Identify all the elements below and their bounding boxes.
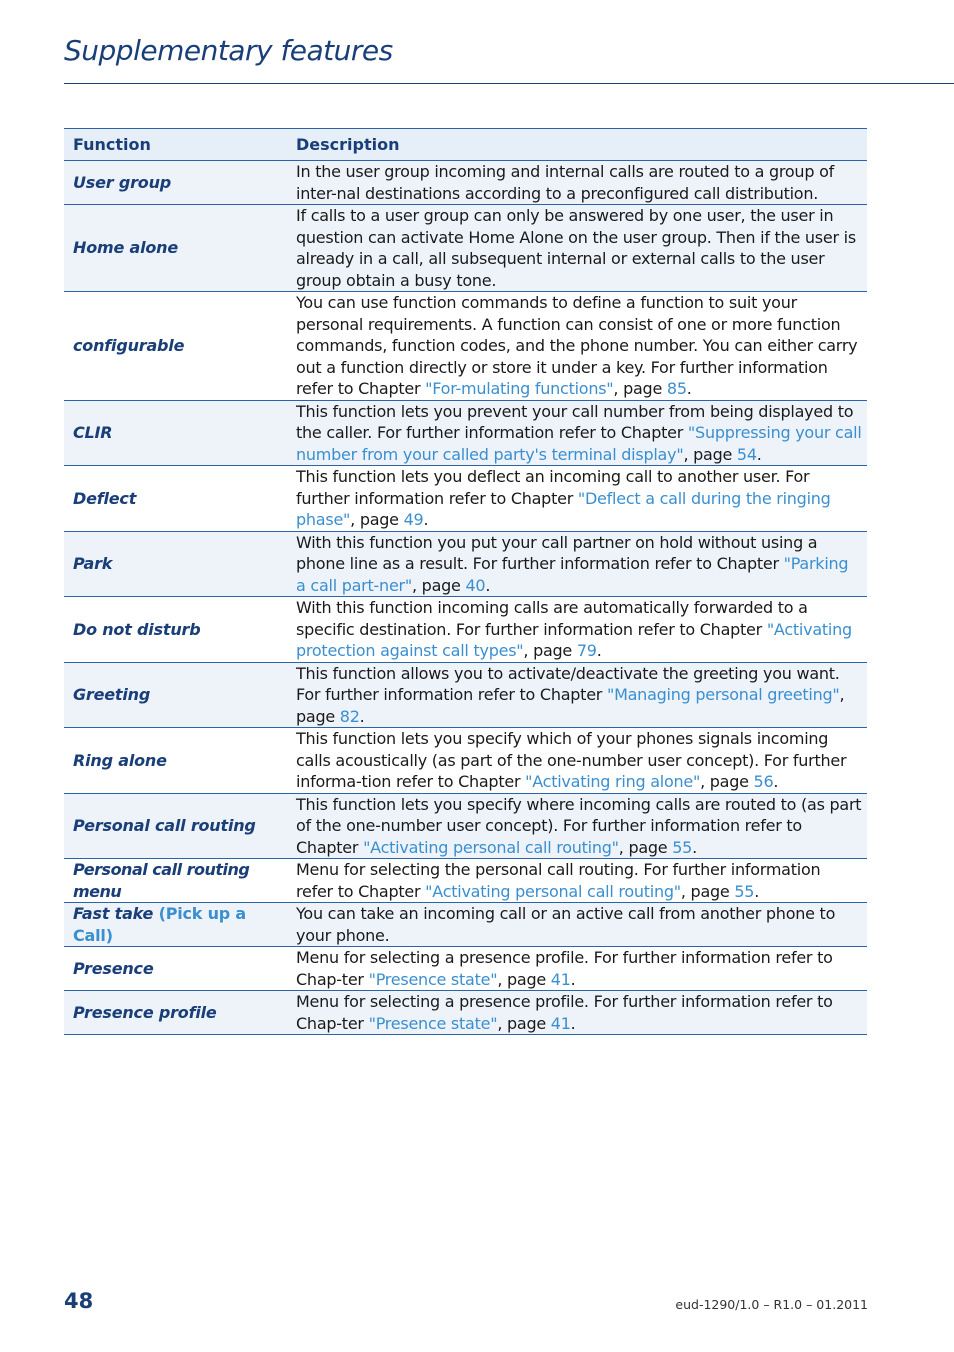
function-description: Menu for selecting a presence profile. For further information refer to Chap-ter "Presence state", page 41. (287, 947, 867, 991)
column-header-description: Description (287, 129, 867, 161)
chapter-link[interactable]: "Presence state" (368, 1013, 498, 1033)
chapter-link[interactable]: "Activating ring alone" (525, 772, 701, 791)
page-link[interactable]: 85 (666, 379, 687, 398)
page-link[interactable]: 55 (734, 881, 755, 901)
function-name: Deflect (64, 466, 287, 532)
function-name: Fast take (Pick up a Call) (64, 903, 287, 947)
table-row-deflect (64, 466, 867, 532)
page-link[interactable]: 55 (672, 837, 693, 857)
table-row-personal-call-routing (64, 793, 867, 859)
function-description: Menu for selecting the personal call routing. For further information refer to Chapter "Activating personal call routing", page 55. (287, 859, 867, 903)
table-row-park (64, 531, 867, 597)
table-row-do-not-disturb (64, 597, 867, 663)
title-rule (64, 83, 954, 84)
function-description: With this function incoming calls are automatically forwarded to a specific destination. For further information refer to Chapter "Activating protection against call types", page 79. (287, 597, 867, 663)
page-title: Supplementary features (64, 34, 393, 67)
page-link[interactable]: 41 (550, 1013, 571, 1033)
chapter-link[interactable]: "Managing personal greeting" (606, 685, 840, 704)
page-link[interactable]: 49 (403, 510, 424, 529)
table-row-user-group (64, 161, 867, 205)
function-description: Menu for selecting a presence profile. For further information refer to Chap-ter "Presence state", page 41. (287, 991, 867, 1035)
function-name: Greeting (64, 662, 287, 728)
function-name: Ring alone (64, 728, 287, 794)
function-name: configurable (64, 292, 287, 401)
function-name: CLIR (64, 400, 287, 466)
column-header-function: Function (64, 129, 287, 161)
function-name: Personal call routing (64, 793, 287, 859)
chapter-link[interactable]: "Parking a call part-ner" (296, 554, 849, 595)
chapter-link[interactable]: "Presence state" (368, 969, 498, 989)
page-link[interactable]: 56 (753, 772, 774, 791)
document-code: eud-1290/1.0 – R1.0 – 01.2011 (675, 1297, 868, 1312)
chapter-link[interactable]: "Activating personal call routing" (425, 881, 681, 901)
table-row-presence-profile (64, 991, 867, 1035)
function-description: This function lets you specify which of your phones signals incoming calls acoustically (as part of the one-number user concept). For further informa-tion refer to Chapter "Activating ring alone", page 56. (287, 728, 867, 794)
function-description: You can take an incoming call or an active call from another phone to your phone. (287, 903, 867, 947)
function-name: Home alone (64, 205, 287, 292)
function-name: Do not disturb (64, 597, 287, 663)
chapter-link[interactable]: "Activating protection against call types" (296, 619, 852, 660)
table-row-configurable (64, 292, 867, 401)
function-description: You can use function commands to define a function to suit your personal requirements. A function can consist of one or more function commands, function codes, and the phone number. You can either carry out a function directly or store it under a key. For further information refer to Chapter "For-mulating functions", page 85. (287, 292, 867, 401)
table-row-presence (64, 947, 867, 991)
chapter-link[interactable]: "For-mulating functions" (425, 379, 614, 398)
page-link[interactable]: 40 (465, 575, 486, 595)
table-header-row (64, 129, 867, 161)
function-description: If calls to a user group can only be answered by one user, the user in question can activate Home Alone on the user group. Then if the user is already in a call, all subsequent internal or external calls to the user group obtain a busy tone. (287, 205, 867, 292)
chapter-link[interactable]: "Suppressing your call number from your called party's terminal display" (296, 423, 862, 464)
table-row-clir (64, 400, 867, 466)
function-name: User group (64, 161, 287, 205)
chapter-link[interactable]: "Deflect a call during the ringing phase" (296, 488, 831, 529)
page-link[interactable]: 54 (736, 444, 757, 464)
function-description: In the user group incoming and internal calls are routed to a group of inter-nal destinations according to a preconfigured call distribution. (287, 161, 867, 205)
function-name: Presence profile (64, 991, 287, 1035)
page-link[interactable]: 41 (550, 969, 571, 989)
function-description: With this function you put your call partner on hold without using a phone line as a result. For further information refer to Chapter "Parking a call part-ner", page 40. (287, 531, 867, 597)
table-row-home-alone (64, 205, 867, 292)
function-name: Personal call routing menu (64, 859, 287, 903)
function-name: Presence (64, 947, 287, 991)
table-row-greeting (64, 662, 867, 728)
function-description: This function lets you deflect an incoming call to another user. For further information refer to Chapter "Deflect a call during the ringing phase", page 49. (287, 466, 867, 532)
function-description: This function allows you to activate/deactivate the greeting you want. For further information refer to Chapter "Managing personal greeting", page 82. (287, 662, 867, 728)
features-table (64, 128, 867, 1035)
page-number: 48 (64, 1289, 94, 1313)
function-name: Park (64, 531, 287, 597)
page-link[interactable]: 79 (576, 641, 597, 660)
table-row-fast-take (64, 903, 867, 947)
table-row-ring-alone (64, 728, 867, 794)
page-link[interactable]: 82 (339, 706, 360, 726)
chapter-link[interactable]: "Activating personal call routing" (363, 837, 619, 857)
function-description: This function lets you specify where incoming calls are routed to (as part of the one-number user concept). For further information refer to Chapter "Activating personal call routing", page 55. (287, 793, 867, 859)
function-description: This function lets you prevent your call number from being displayed to the caller. For further information refer to Chapter "Suppressing your call number from your called party's terminal display", page 54. (287, 400, 867, 466)
table-row-personal-call-routing-menu (64, 859, 867, 903)
function-name-link[interactable]: (Pick up a Call) (73, 904, 247, 945)
